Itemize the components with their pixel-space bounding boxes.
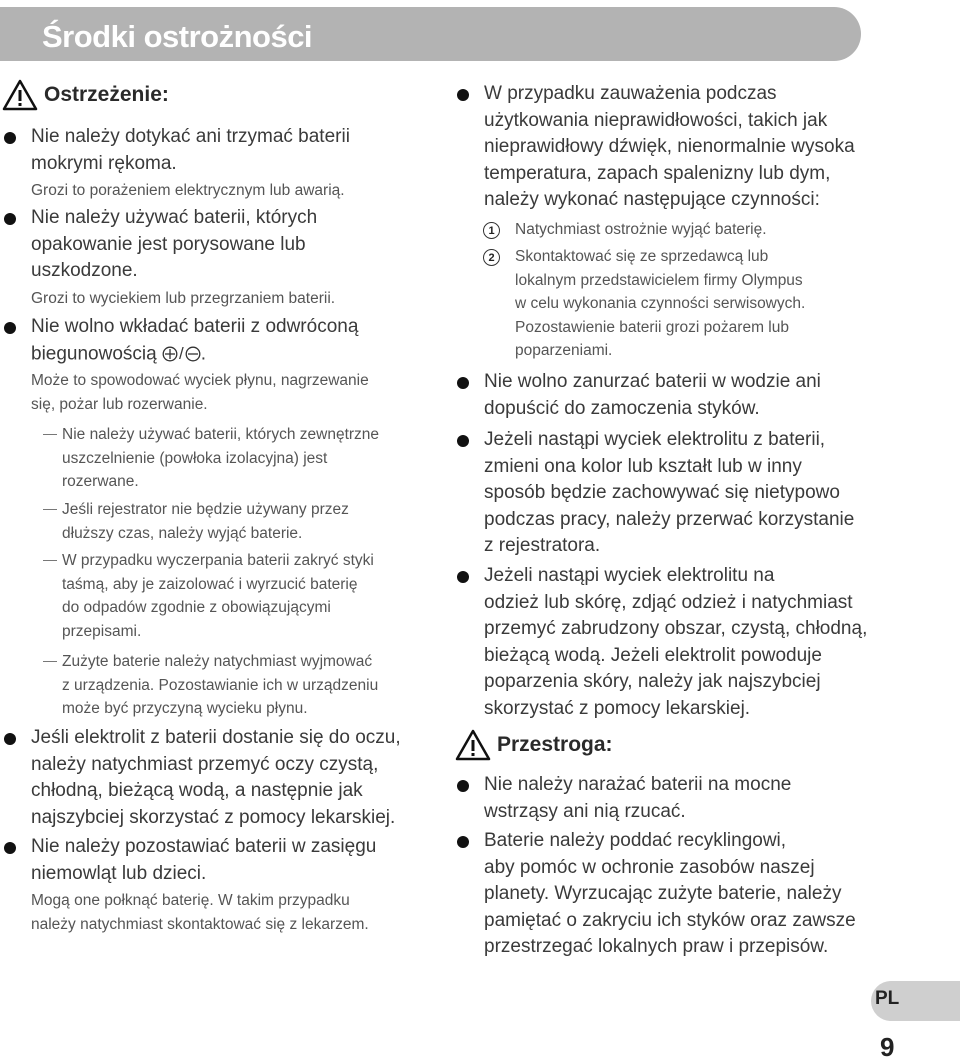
caution-heading bbox=[455, 729, 613, 761]
page-number: 9 bbox=[880, 1032, 895, 1062]
bullet-icon bbox=[457, 435, 469, 447]
dash-text: może być przyczyną wycieku płynu. bbox=[62, 700, 308, 717]
bullet-note: Grozi to wyciekiem lub przegrzaniem baterii. bbox=[31, 289, 336, 307]
bullet-text: temperatura, zapach spalenizny lub dym, bbox=[484, 162, 831, 184]
bullet-text: Nie należy pozostawiać baterii w zasięgu bbox=[31, 836, 377, 857]
bullet-note: należy natychmiast skontaktować się z lekarzem. bbox=[31, 915, 369, 933]
bullet-note: Grozi to porażeniem elektrycznym lub awarią. bbox=[31, 182, 345, 199]
bullet-text: biegunowością bbox=[31, 342, 157, 364]
bullet-text-polarity bbox=[31, 341, 369, 368]
dash-text: Jeśli rejestrator nie będzie używany przez bbox=[62, 501, 349, 518]
bullet-icon bbox=[4, 132, 16, 144]
polarity-symbols: / bbox=[162, 341, 201, 368]
bullet-text: podczas pracy, należy przerwać korzystanie bbox=[484, 508, 855, 530]
bullet-text: sposób będzie zachowywać się nietypowo bbox=[484, 482, 840, 503]
bullet-icon bbox=[4, 322, 16, 334]
section-header bbox=[0, 7, 861, 61]
bullet-icon bbox=[457, 377, 469, 389]
bullet-text: poparzenia skóry, należy jak najszybciej bbox=[484, 671, 821, 692]
bullet-icon bbox=[457, 780, 469, 792]
bullet-text: Jeżeli nastąpi wyciek elektrolitu z baterii, bbox=[484, 429, 826, 450]
bullet-text: z rejestratora. bbox=[484, 535, 601, 556]
bullet-text: odzież lub skórę, zdjąć odzież i natychmiast bbox=[484, 591, 853, 613]
bullet-note: Mogą one połknąć baterię. W takim przypadku bbox=[31, 892, 350, 909]
bullet-icon bbox=[4, 842, 16, 854]
bullet-text: dopuścić do zamoczenia styków. bbox=[484, 397, 760, 419]
bullet-text: opakowanie jest porysowane lub bbox=[31, 233, 306, 255]
bullet-text: planety. Wyrzucając zużyte baterie, należy bbox=[484, 883, 842, 904]
dash-text: z urządzenia. Pozostawianie ich w urządzeniu bbox=[62, 676, 379, 694]
bullet-icon bbox=[4, 213, 16, 225]
caution-label: Przestroga: bbox=[497, 733, 613, 756]
bullet-text: należy natychmiast przemyć oczy czystą, bbox=[31, 753, 379, 775]
bullet-text: przestrzegać lokalnych praw i przepisów. bbox=[484, 936, 829, 957]
bullet-text: Jeżeli nastąpi wyciek elektrolitu na bbox=[484, 565, 775, 586]
step-text: Natychmiast ostrożnie wyjąć baterię. bbox=[515, 221, 767, 238]
bullet-text: mokrymi rękoma. bbox=[31, 152, 177, 174]
bullet-text: Nie należy dotykać ani trzymać baterii bbox=[31, 126, 350, 147]
bullet-text: Jeśli elektrolit z baterii dostanie się do oczu, bbox=[31, 727, 401, 748]
dash-text: taśmą, aby je zaizolować i wyrzucić baterię bbox=[62, 575, 358, 593]
bullet-text: bieżącą wodą. Jeżeli elektrolit powoduje bbox=[484, 644, 822, 666]
dash-marker bbox=[43, 661, 57, 662]
bullet-text: pamiętać o zakryciu ich styków oraz zawsze bbox=[484, 909, 856, 931]
polarity-period: . bbox=[200, 342, 206, 364]
step-number-1: 1 bbox=[483, 222, 500, 239]
step-text: w celu wykonania czynności serwisowych. bbox=[515, 295, 806, 312]
bullet-text: skorzystać z pomocy lekarskiej. bbox=[484, 697, 751, 719]
plus-circle-icon bbox=[162, 346, 178, 362]
step-text: lokalnym przedstawicielem firmy Olympus bbox=[515, 271, 803, 289]
page-title: Środki ostrożności bbox=[42, 19, 313, 54]
bullet-icon bbox=[457, 836, 469, 848]
dash-text: W przypadku wyczerpania baterii zakryć styki bbox=[62, 552, 374, 569]
dash-text: przepisami. bbox=[62, 622, 142, 640]
dash-text: dłuższy czas, należy wyjąć baterie. bbox=[62, 524, 303, 542]
bullet-note: się, pożar lub rozerwanie. bbox=[31, 395, 208, 413]
bullet-icon bbox=[4, 733, 16, 745]
bullet-icon bbox=[457, 571, 469, 583]
bullet-text: przemyć zabrudzony obszar, czystą, chłodną, bbox=[484, 618, 868, 639]
step-number-2: 2 bbox=[483, 249, 500, 266]
language-label: PL bbox=[875, 988, 900, 1009]
dash-marker bbox=[43, 509, 57, 510]
bullet-text: nieprawidłowy dźwięk, nienormalnie wysoka bbox=[484, 136, 855, 157]
bullet-text: wstrząsy ani nią rzucać. bbox=[484, 800, 686, 822]
dash-text: Zużyte baterie należy natychmiast wyjmować bbox=[62, 653, 373, 670]
bullet-text: Nie wolno wkładać baterii z odwróconą bbox=[31, 316, 359, 337]
bullet-text: aby pomóc w ochronie zasobów naszej bbox=[484, 856, 815, 878]
bullet-text: użytkowania nieprawidłowości, takich jak bbox=[484, 109, 828, 131]
caution-triangle-icon bbox=[455, 729, 491, 761]
bullet-text: Nie należy narażać baterii na mocne bbox=[484, 774, 792, 795]
bullet-icon bbox=[457, 89, 469, 101]
dash-text: uszczelnienie (powłoka izolacyjna) jest bbox=[62, 449, 328, 467]
dash-marker bbox=[43, 560, 57, 561]
bullet-text: zmieni ona kolor lub kształt lub w inny bbox=[484, 455, 802, 477]
step-text: Pozostawienie baterii grozi pożarem lub bbox=[515, 318, 789, 336]
bullet-text: Nie wolno zanurzać baterii w wodzie ani bbox=[484, 371, 821, 392]
bullet-text: niemowląt lub dzieci. bbox=[31, 862, 207, 884]
warning-triangle-icon bbox=[2, 79, 38, 111]
minus-circle-icon bbox=[185, 346, 201, 362]
dash-marker bbox=[43, 434, 57, 435]
bullet-text: Nie należy używać baterii, których bbox=[31, 207, 318, 228]
dash-text: do odpadów zgodnie z obowiązującymi bbox=[62, 599, 331, 616]
bullet-text: Baterie należy poddać recyklingowi, bbox=[484, 830, 787, 851]
dash-text: rozerwane. bbox=[62, 473, 139, 490]
bullet-text: chłodną, bieżącą wodą, a następnie jak bbox=[31, 780, 363, 801]
bullet-text: najszybciej skorzystać z pomocy lekarskiej. bbox=[31, 806, 396, 828]
dash-text: Nie należy używać baterii, których zewnętrzne bbox=[62, 426, 380, 443]
bullet-text: należy wykonać następujące czynności: bbox=[484, 189, 820, 210]
step-text: Skontaktować się ze sprzedawcą lub bbox=[515, 248, 769, 265]
warning-heading bbox=[2, 79, 169, 111]
step-text: poparzeniami. bbox=[515, 342, 613, 359]
bullet-note: Może to spowodować wyciek płynu, nagrzewanie bbox=[31, 372, 369, 390]
bullet-text: uszkodzone. bbox=[31, 260, 138, 281]
warning-label: Ostrzeżenie: bbox=[44, 83, 169, 106]
bullet-text: W przypadku zauważenia podczas bbox=[484, 83, 777, 104]
